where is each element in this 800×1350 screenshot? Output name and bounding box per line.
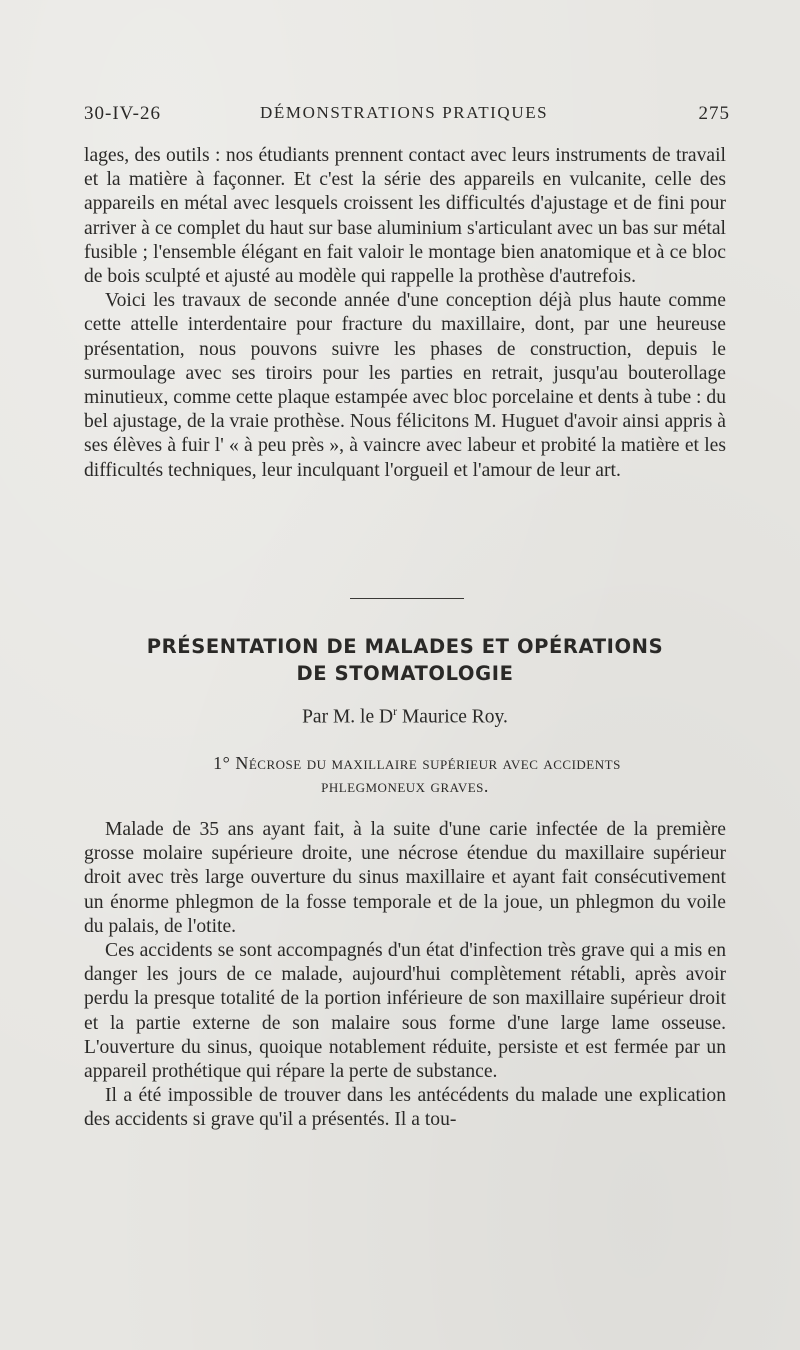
page-number: 275 [698, 103, 730, 124]
paragraph: Ces accidents se sont accompagnés d'un état d'infection très grave qui a mis en danger les jours de ce malade, aujourd'hui complètement rétabli, après avoir perdu la presque totalité de la portion inférieure de son maxillaire supérieur droit et la partie externe de son malaire sous forme d'une large lame osseuse. L'ouverture du sinus, quoique notablement réduite, persiste et est fermée par un appareil prothétique qui répare la perte de substance. [84, 940, 726, 1083]
section-title-line2: DE STOMATOLOGIE [296, 662, 514, 685]
paragraph: Malade de 35 ans ayant fait, à la suite d'une carie infectée de la première grosse molaire supérieure droite, une nécrose étendue du maxillaire supérieur droit avec très large ouverture du sinus maxillaire et ayant fait consécutivement un énorme phlegmon de la fosse temporale et de la joue, un phlegmon du voile du palais, de l'otite. [84, 819, 726, 937]
running-head-date: 30-IV-26 [84, 103, 161, 124]
body-text-top [84, 144, 726, 483]
byline-prefix: Par M. le D [302, 706, 394, 728]
paragraph: lages, des outils : nos étudiants prennent contact avec leurs instruments de travail et la matière à façonner. Et c'est la série des appareils en vulcanite, celle des appareils en métal avec lesquels croissent les difficultés d'ajustage et de fini pour arriver à ce complet du haut sur base aluminium s'articulant avec un bas sur métal fusible ; l'ensemble élégant en fait valoir le montage bien anatomique et à ce bloc de bois sculpté et ajusté au modèle qui rappelle la prothèse d'autrefois. [84, 145, 726, 288]
running-head [84, 103, 730, 129]
section-divider [350, 598, 464, 599]
section-title-line1: PRÉSENTATION DE MALADES ET OPÉRATIONS [146, 635, 664, 658]
byline-superscript: r [393, 704, 398, 718]
byline-author: Maurice Roy. [397, 706, 508, 728]
running-head-title: DÉMONSTRATIONS PRATIQUES [260, 103, 549, 122]
byline [84, 704, 726, 729]
paragraph: Voici les travaux de seconde année d'une conception déjà plus haute comme cette attelle interdentaire pour fracture du maxillaire, dont, par une heureuse présentation, nous pouvons suivre les phases de construction, depuis le surmoulage avec ses tiroirs pour les parties en retrait, jusqu'au bouterollage minutieux, comme cette plaque estampée avec bloc porcelaine et dents à tube : du bel ajustage, de la vraie prothèse. Nous félicitons M. Huguet d'avoir ainsi appris à ses élèves à fuir l' « à peu près », à vaincre avec labeur et probité la matière et les difficultés techniques, leur inculquant l'orgueil et l'amour de leur art. [84, 290, 726, 481]
paragraph: Il a été impossible de trouver dans les antécédents du malade une explication des accidents si grave qu'il a présentés. Il a tou- [84, 1085, 726, 1131]
subheading-line2: phlegmoneux graves. [321, 776, 489, 796]
body-text-bottom [84, 818, 726, 1133]
subheading-line1: 1° Nécrose du maxillaire supérieur avec accidents [213, 753, 621, 773]
